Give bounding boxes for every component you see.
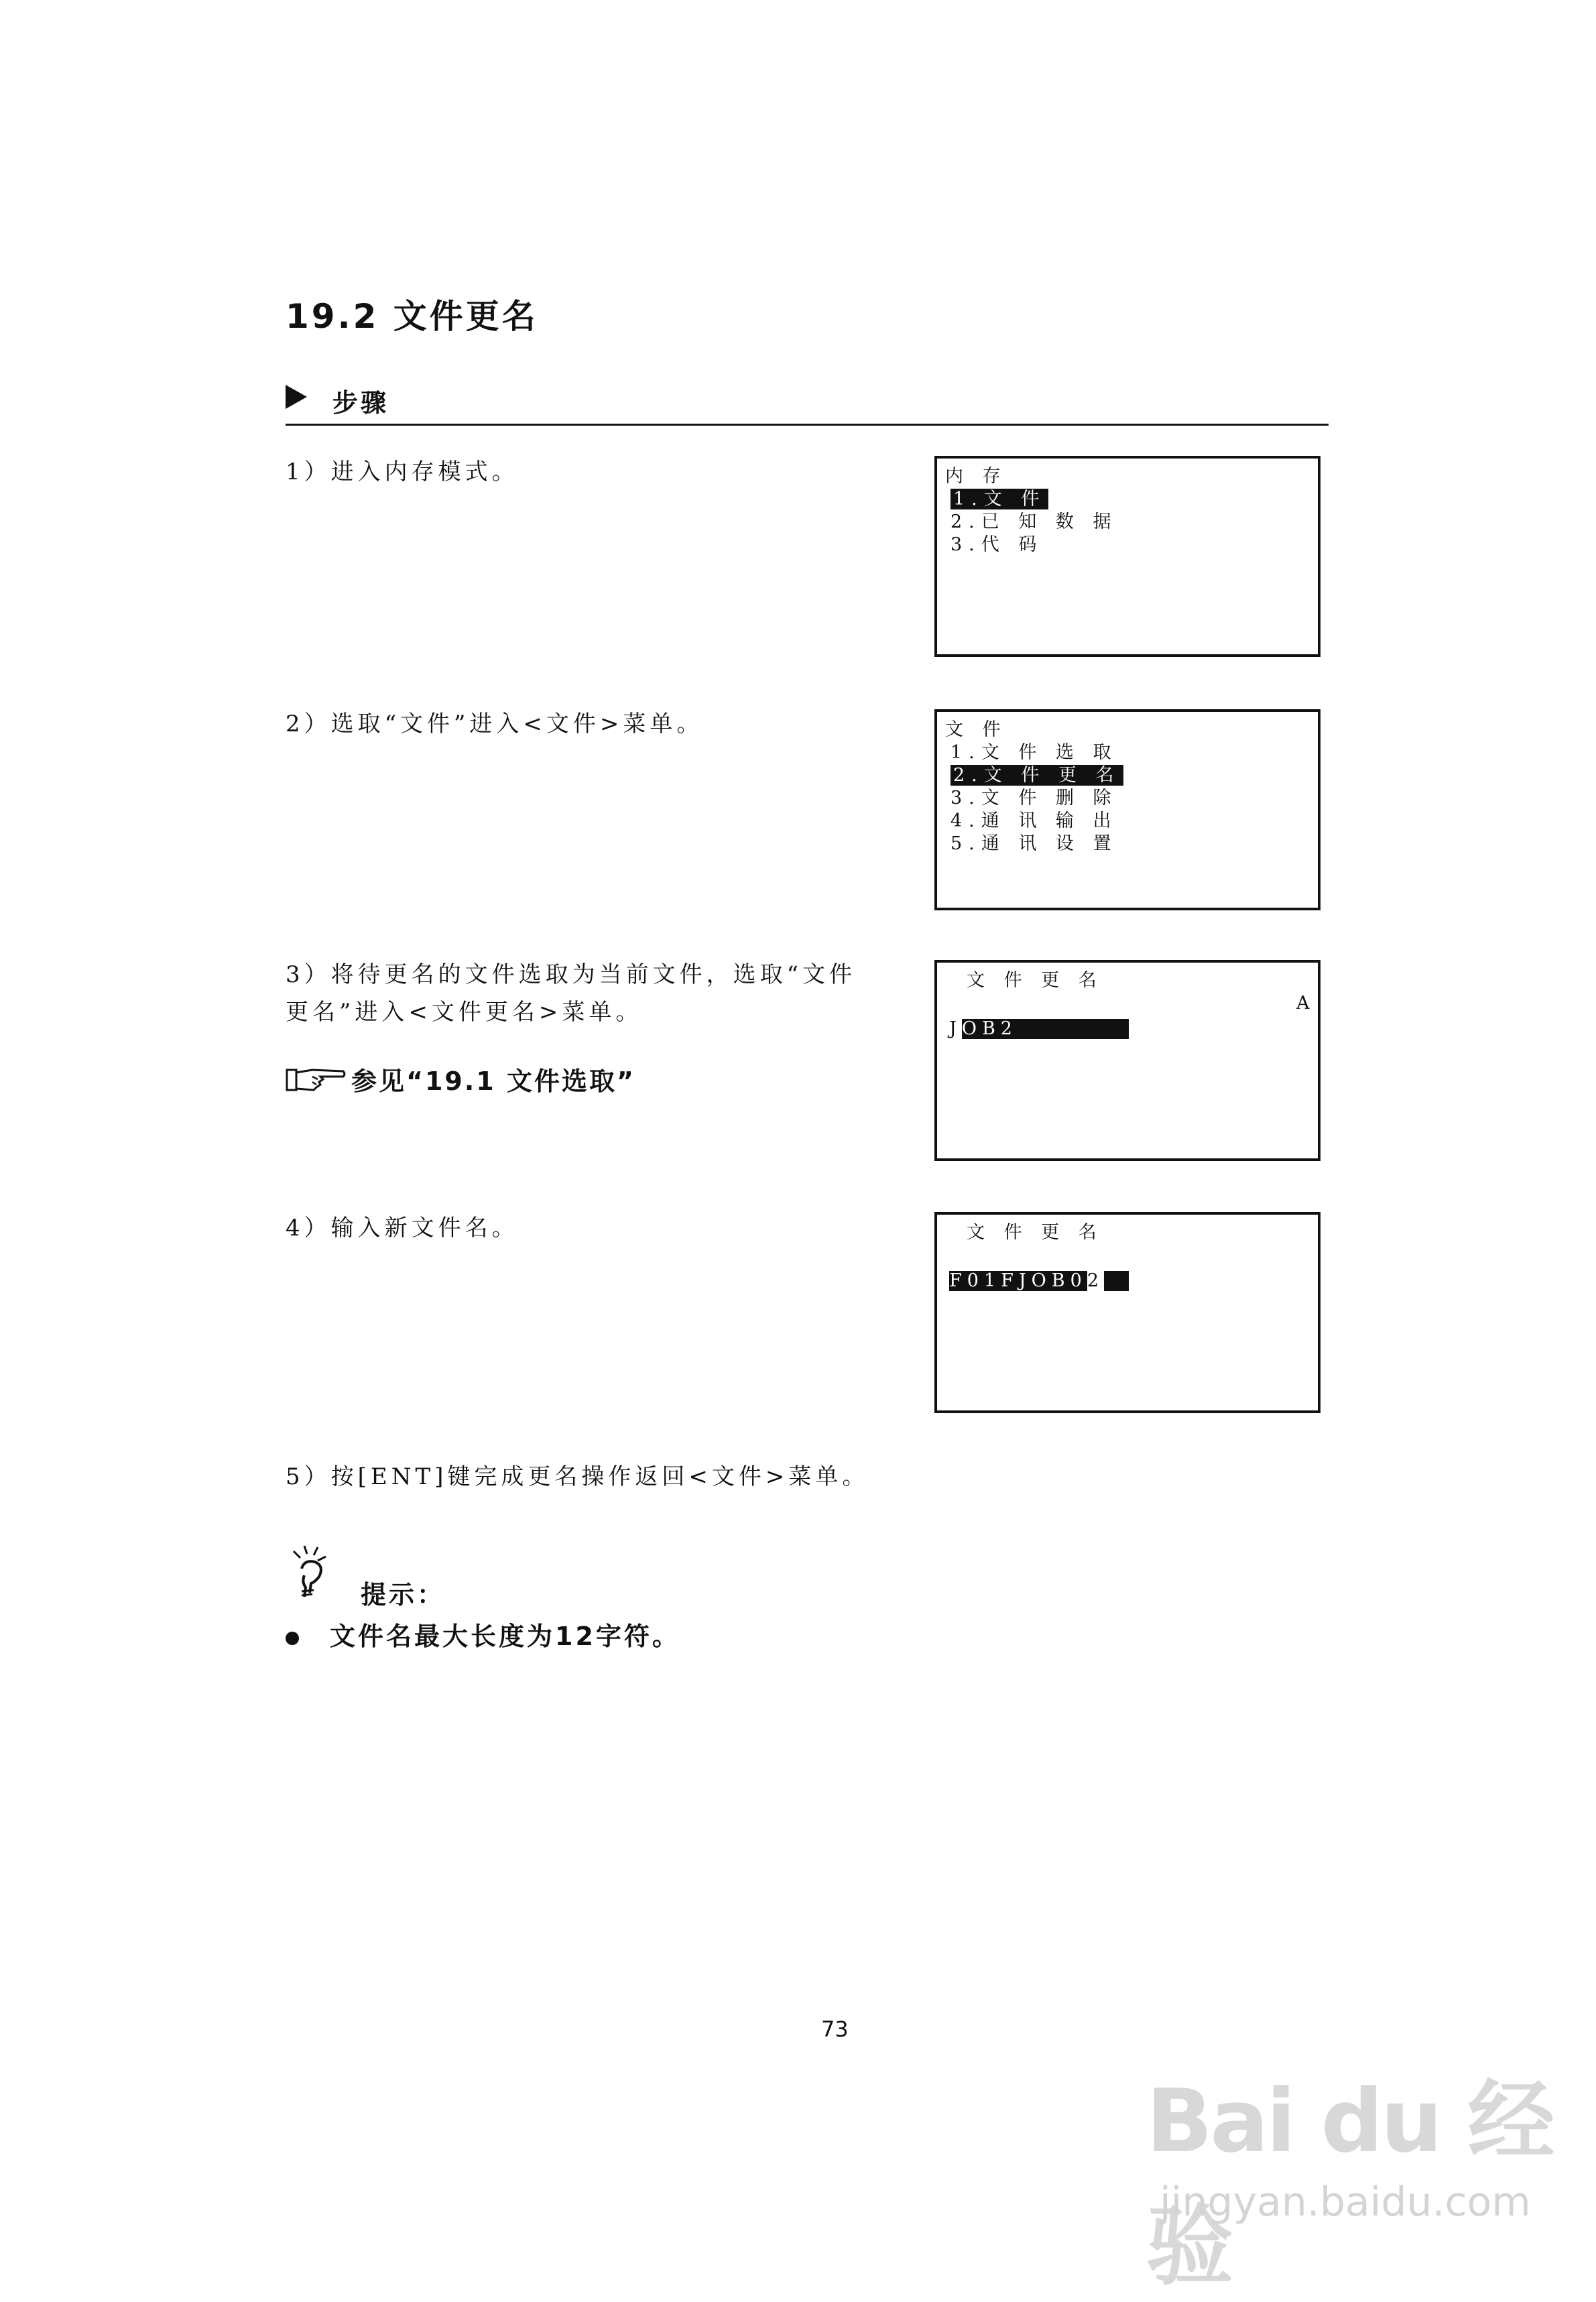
step-3-line-1: 3）将待更名的文件选取为当前文件，选取“文件 <box>286 961 857 988</box>
menu-item-comm-settings: 5.通 讯 设 置 <box>950 833 1118 854</box>
input-mode-indicator: A <box>1296 993 1310 1014</box>
lcd-title: 文 件 更 名 <box>967 970 1103 991</box>
step-3-line-2: 更名”进入<文件更名>菜单。 <box>286 999 643 1026</box>
filename-input <box>949 1271 1129 1291</box>
hint-item <box>286 1616 680 1652</box>
bullet-icon <box>286 1632 299 1645</box>
step-2: 2）选取“文件”进入<文件>菜单。 <box>286 711 704 737</box>
filename-input <box>949 1019 1129 1039</box>
step-5: 5）按[ENT]键完成更名操作返回<文件>菜单。 <box>286 1463 869 1490</box>
lcd-title: 内 存 <box>945 466 1007 487</box>
hint-title: 提示： <box>361 1580 446 1610</box>
menu-item-file-select: 1.文 件 选 取 <box>950 742 1118 763</box>
triangle-icon <box>286 385 307 409</box>
input-cursor: J <box>949 1018 962 1039</box>
lcd-memory-screen <box>934 456 1321 657</box>
menu-item-file-delete: 3.文 件 删 除 <box>950 788 1118 808</box>
steps-header-label: 步骤 <box>332 388 389 418</box>
pointing-hand-icon <box>286 1065 347 1094</box>
steps-header <box>286 382 1329 426</box>
baidu-watermark-logo: Bai du 经验 <box>1146 2070 1552 2297</box>
filename-text: OB2 <box>961 1018 1018 1039</box>
lcd-rename-screen-after <box>934 1212 1321 1413</box>
watermark-url: jingyan.baidu.com <box>1160 2179 1531 2226</box>
step-1: 1）进入内存模式。 <box>286 459 519 485</box>
menu-item-comm-output: 4.通 讯 输 出 <box>950 810 1118 831</box>
lightbulb-hint-icon <box>284 1542 341 1602</box>
menu-item-file-rename-selected: 2.文 件 更 名 <box>950 765 1123 786</box>
menu-item-file-selected: 1.文 件 <box>950 489 1048 509</box>
menu-item-code: 3.代 码 <box>950 534 1044 555</box>
page-number: 73 <box>821 2016 849 2042</box>
lcd-rename-screen-before <box>934 960 1321 1161</box>
menu-item-known-data: 2.已 知 数 据 <box>950 511 1118 532</box>
step-4: 4）输入新文件名。 <box>286 1215 519 1241</box>
lcd-title: 文 件 <box>945 719 1007 740</box>
filename-text: F01FJOB0 <box>949 1270 1087 1291</box>
lcd-file-screen <box>934 709 1321 910</box>
lcd-title: 文 件 更 名 <box>967 1222 1103 1243</box>
reference-text: 参见“19.1 文件选取” <box>351 1067 635 1096</box>
hint-item-text: 文件名最大长度为12字符。 <box>330 1622 680 1651</box>
section-title: 19.2 文件更名 <box>286 297 538 336</box>
reference-note <box>286 1061 635 1097</box>
input-cursor: 2 <box>1087 1270 1104 1291</box>
